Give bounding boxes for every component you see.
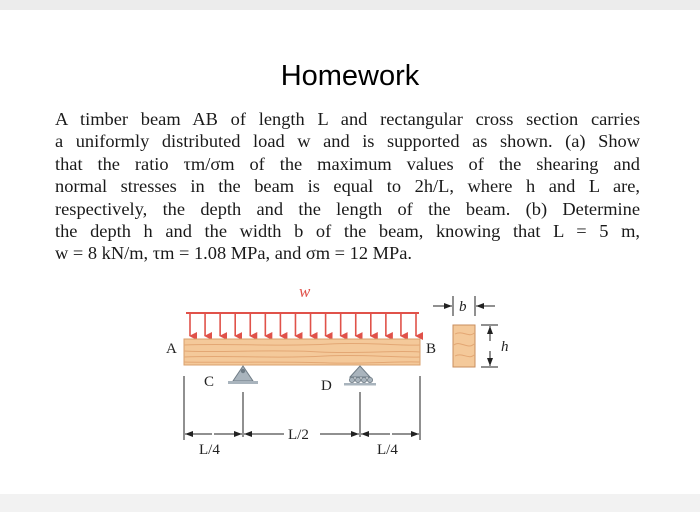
end-a-label: A: [166, 341, 177, 357]
load-label: w: [299, 282, 311, 301]
dim-right-label: L/4: [377, 442, 398, 458]
problem-line: A timber beam AB of length L and rectangular cross section carries: [55, 109, 640, 129]
roller-support-d: [344, 366, 376, 386]
load-arrows: [190, 314, 416, 336]
support-c-label: C: [204, 374, 215, 390]
problem-line: normal stresses in the beam is equal to 2h/L, where h and L are,: [55, 176, 640, 197]
problem-line: a uniformly distributed load w and is supported as shown. (a) Show: [55, 131, 640, 152]
width-label: b: [459, 299, 467, 315]
distributed-load: [186, 313, 419, 336]
support-d-label: D: [321, 378, 332, 394]
problem-line: respectively, the depth and the length of the beam. (b) Determine: [55, 198, 640, 219]
dim-left-label: L/4: [199, 442, 220, 458]
depth-label: h: [501, 339, 509, 355]
timber-beam: [184, 339, 420, 365]
problem-line: that the ratio τm/σm of the maximum values of the shearing and: [55, 153, 640, 174]
cross-section: [453, 325, 475, 367]
pin-support-c: [228, 366, 258, 384]
end-b-label: B: [426, 341, 437, 357]
problem-line: the depth h and the width b of the beam, knowing that L = 5 m,: [55, 221, 640, 242]
depth-dimension: [481, 325, 498, 367]
dim-mid-label: L/2: [288, 427, 309, 443]
slide-title: Homework: [280, 60, 420, 92]
problem-line: w = 8 kN/m, τm = 1.08 MPa, and σm = 12 MPa.: [55, 243, 412, 264]
